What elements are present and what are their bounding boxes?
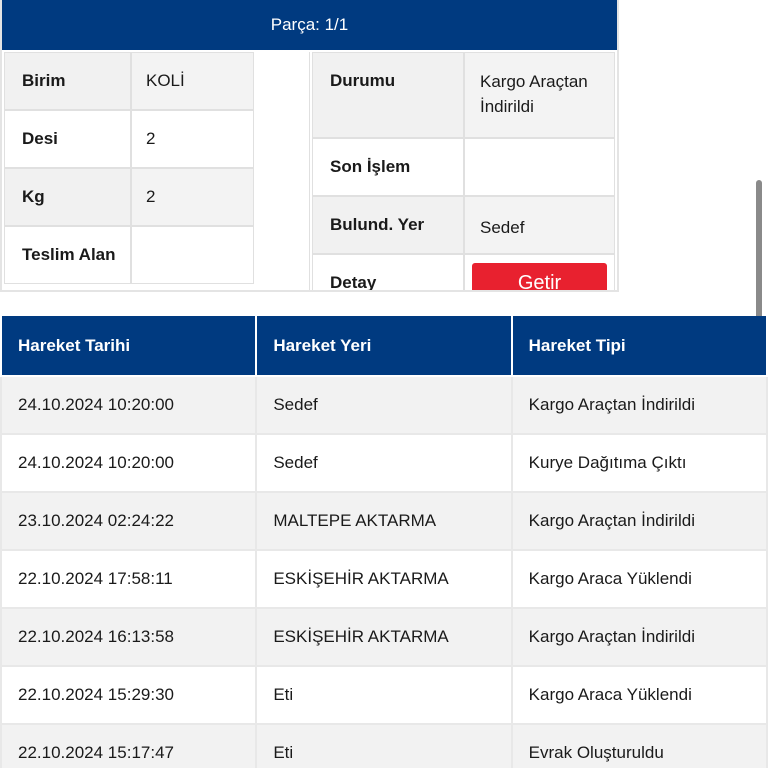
label-desi: Desi: [4, 110, 131, 168]
cell-yer: Sedef: [256, 376, 511, 434]
column-spacer: [254, 52, 310, 290]
cell-yer: Eti: [256, 724, 511, 768]
cell-tarih: 23.10.2024 02:24:22: [1, 492, 256, 550]
header-hareket-yeri: Hareket Yeri: [256, 316, 511, 376]
value-desi: 2: [131, 110, 254, 168]
cell-tip: Kurye Dağıtıma Çıktı: [512, 434, 767, 492]
getir-button[interactable]: Getir: [472, 263, 607, 292]
cell-tip: Kargo Araca Yüklendi: [512, 666, 767, 724]
parca-title: Parça: 1/1: [2, 0, 617, 50]
table-row: [1, 666, 767, 724]
cell-yer: Sedef: [256, 434, 511, 492]
label-son-islem: Son İşlem: [312, 138, 464, 196]
row-birim: [4, 52, 254, 110]
value-birim: KOLİ: [131, 52, 254, 110]
detay-cell: [464, 254, 615, 292]
cell-yer: MALTEPE AKTARMA: [256, 492, 511, 550]
label-birim: Birim: [4, 52, 131, 110]
cell-tip: Evrak Oluşturuldu: [512, 724, 767, 768]
table-row: [1, 550, 767, 608]
cell-tip: Kargo Araçtan İndirildi: [512, 608, 767, 666]
table-row: [1, 492, 767, 550]
cell-tip: Kargo Araca Yüklendi: [512, 550, 767, 608]
cell-yer: Eti: [256, 666, 511, 724]
value-bulund-yer: Sedef: [464, 196, 615, 254]
value-teslim-alan: [131, 226, 254, 284]
row-detay: [312, 254, 615, 292]
table-row: [1, 434, 767, 492]
row-desi: [4, 110, 254, 168]
parca-right-table: [312, 52, 615, 292]
label-bulund-yer: Bulund. Yer: [312, 196, 464, 254]
cell-tarih: 22.10.2024 17:58:11: [1, 550, 256, 608]
label-kg: Kg: [4, 168, 131, 226]
table-row: [1, 376, 767, 434]
label-teslim-alan: Teslim Alan: [4, 226, 131, 284]
header-hareket-tarihi: Hareket Tarihi: [1, 316, 256, 376]
row-durumu: [312, 52, 615, 138]
value-durumu: Kargo Araçtan İndirildi: [464, 52, 615, 138]
table-row: [1, 608, 767, 666]
cell-tarih: 24.10.2024 10:20:00: [1, 376, 256, 434]
header-hareket-tipi: Hareket Tipi: [512, 316, 767, 376]
value-son-islem: [464, 138, 615, 196]
cell-tarih: 24.10.2024 10:20:00: [1, 434, 256, 492]
table-row: [1, 724, 767, 768]
parca-left-table: [4, 52, 254, 284]
cell-yer: ESKİŞEHİR AKTARMA: [256, 608, 511, 666]
cell-tip: Kargo Araçtan İndirildi: [512, 492, 767, 550]
cell-tip: Kargo Araçtan İndirildi: [512, 376, 767, 434]
hareket-table: [0, 316, 768, 768]
row-teslim-alan: [4, 226, 254, 284]
label-durumu: Durumu: [312, 52, 464, 138]
row-kg: [4, 168, 254, 226]
parca-panel: [0, 0, 619, 292]
cell-yer: ESKİŞEHİR AKTARMA: [256, 550, 511, 608]
label-detay: Detay: [312, 254, 464, 292]
parca-details: [2, 50, 617, 290]
hareket-header-row: [1, 316, 767, 376]
row-bulund-yer: [312, 196, 615, 254]
cell-tarih: 22.10.2024 15:17:47: [1, 724, 256, 768]
row-son-islem: [312, 138, 615, 196]
cell-tarih: 22.10.2024 16:13:58: [1, 608, 256, 666]
cell-tarih: 22.10.2024 15:29:30: [1, 666, 256, 724]
value-kg: 2: [131, 168, 254, 226]
